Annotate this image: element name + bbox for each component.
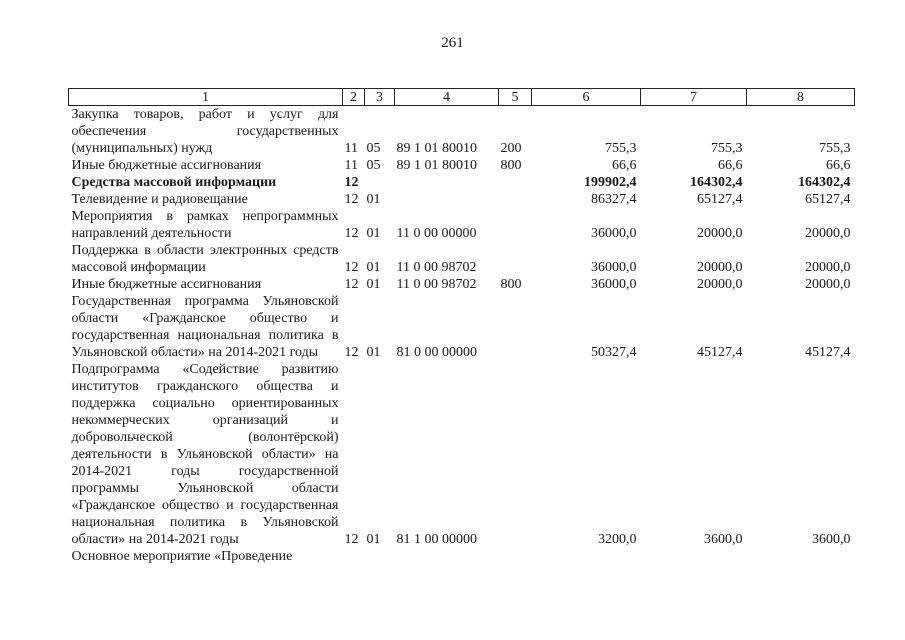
column-header: 3 <box>365 89 395 106</box>
row-amount-col7: 20000,0 <box>697 260 743 275</box>
row-amount-col7: 45127,4 <box>697 345 743 360</box>
row-amount-col7: 3600,0 <box>704 532 743 547</box>
row-expense-type <box>499 174 532 191</box>
row-amount-col6 <box>532 548 641 565</box>
row-subsection: 05 <box>366 158 381 173</box>
column-header: 4 <box>395 89 499 106</box>
row-amount-col6: 3200,0 <box>598 532 637 547</box>
row-expense-type: 800 <box>500 158 522 173</box>
row-amount-col8: 20000,0 <box>805 226 851 241</box>
row-expense-type <box>499 293 532 361</box>
row-amount-col8: 3600,0 <box>812 532 851 547</box>
row-subsection: 01 <box>366 345 381 360</box>
row-section: 12 <box>344 192 359 207</box>
row-amount-col7: 164302,4 <box>690 175 743 190</box>
row-amount-col8: 164302,4 <box>798 175 851 190</box>
table-row <box>69 208 855 242</box>
row-amount-col7: 20000,0 <box>697 277 743 292</box>
row-amount-col8: 66,6 <box>826 158 851 173</box>
table-row <box>69 191 855 208</box>
row-expense-type <box>499 191 532 208</box>
row-name: Подпрограмма «Содействие развитию институтов гражданского общества и поддержка социально ориентированных некоммерческих организаций и добровольческой (волонтёрской) деятельности в Ульяновской области» на 2014-2021 годы государственной программы Ульяновской области «Гражданское общество и государственная национальная политика в Ульяновской области» на 2014-2021 годы <box>71 362 339 547</box>
row-target-article <box>395 548 499 565</box>
row-subsection: 01 <box>366 226 381 241</box>
column-header: 7 <box>641 89 747 106</box>
row-expense-type: 800 <box>500 277 522 292</box>
table-row <box>69 174 855 191</box>
row-section <box>343 548 365 565</box>
column-header: 1 <box>69 89 343 106</box>
row-expense-type <box>499 208 532 242</box>
row-target-article: 11 0 00 98702 <box>396 277 477 292</box>
row-subsection: 01 <box>366 532 381 547</box>
row-name: Закупка товаров, работ и услуг для обеспечения государственных (муниципальных) нужд <box>71 107 339 156</box>
row-target-article: 89 1 01 80010 <box>396 141 477 156</box>
row-subsection <box>365 548 395 565</box>
row-section: 12 <box>344 260 359 275</box>
row-amount-col6: 36000,0 <box>591 260 637 275</box>
table-body <box>69 106 855 566</box>
row-target-article: 89 1 01 80010 <box>396 158 477 173</box>
page-number: 261 <box>441 35 464 51</box>
row-section: 12 <box>344 345 359 360</box>
row-amount-col7 <box>641 548 747 565</box>
column-header: 6 <box>532 89 641 106</box>
row-subsection <box>365 174 395 191</box>
row-amount-col6: 199902,4 <box>584 175 637 190</box>
table-row <box>69 106 855 158</box>
row-subsection: 01 <box>366 260 381 275</box>
row-amount-col7: 66,6 <box>718 158 743 173</box>
row-name: Средства массовой информации <box>71 175 277 190</box>
row-section: 11 <box>344 141 358 156</box>
row-target-article <box>395 191 499 208</box>
table-row <box>69 242 855 276</box>
column-header: 8 <box>747 89 855 106</box>
table-row <box>69 157 855 174</box>
row-amount-col8: 65127,4 <box>805 192 851 207</box>
row-amount-col6: 36000,0 <box>591 277 637 292</box>
row-amount-col6: 50327,4 <box>591 345 637 360</box>
table-row <box>69 548 855 565</box>
row-target-article: 11 0 00 00000 <box>396 226 477 241</box>
row-amount-col8: 755,3 <box>819 141 851 156</box>
row-target-article: 81 1 00 00000 <box>396 532 477 547</box>
row-amount-col6: 86327,4 <box>591 192 637 207</box>
row-amount-col8 <box>747 548 855 565</box>
row-subsection: 05 <box>366 141 381 156</box>
row-subsection: 01 <box>366 277 381 292</box>
row-section: 11 <box>344 158 358 173</box>
row-name: Телевидение и радиовещание <box>71 192 248 207</box>
table-row <box>69 361 855 548</box>
row-target-article <box>395 174 499 191</box>
row-amount-col7: 755,3 <box>711 141 743 156</box>
row-amount-col6: 66,6 <box>612 158 637 173</box>
row-expense-type: 200 <box>500 141 522 156</box>
row-amount-col8: 20000,0 <box>805 260 851 275</box>
row-section: 12 <box>344 226 359 241</box>
row-name: Мероприятия в рамках непрограммных направлений деятельности <box>71 209 339 241</box>
table-row <box>69 293 855 361</box>
row-amount-col7: 65127,4 <box>697 192 743 207</box>
row-name: Поддержка в области электронных средств массовой информации <box>71 243 339 275</box>
row-section: 12 <box>344 532 359 547</box>
table-row <box>69 276 855 293</box>
row-amount-col6: 36000,0 <box>591 226 637 241</box>
row-amount-col6: 755,3 <box>605 141 637 156</box>
row-subsection: 01 <box>366 192 381 207</box>
row-target-article: 11 0 00 98702 <box>396 260 477 275</box>
table-header-row <box>69 89 855 106</box>
row-amount-col8: 45127,4 <box>805 345 851 360</box>
row-name: Государственная программа Ульяновской области «Гражданское общество и государственная национальная политика в Ульяновской области» на 2014-2021 годы <box>71 294 339 360</box>
row-amount-col7: 20000,0 <box>697 226 743 241</box>
row-name: Иные бюджетные ассигнования <box>71 277 262 292</box>
row-expense-type <box>499 548 532 565</box>
column-header: 2 <box>343 89 365 106</box>
row-section: 12 <box>344 277 359 292</box>
row-section: 12 <box>344 175 359 190</box>
budget-table <box>68 88 855 565</box>
row-expense-type <box>499 242 532 276</box>
column-header: 5 <box>499 89 532 106</box>
row-target-article: 81 0 00 00000 <box>396 345 477 360</box>
row-amount-col8: 20000,0 <box>805 277 851 292</box>
row-expense-type <box>499 361 532 548</box>
row-name: Иные бюджетные ассигнования <box>71 158 262 173</box>
row-name: Основное мероприятие «Проведение <box>71 549 293 564</box>
